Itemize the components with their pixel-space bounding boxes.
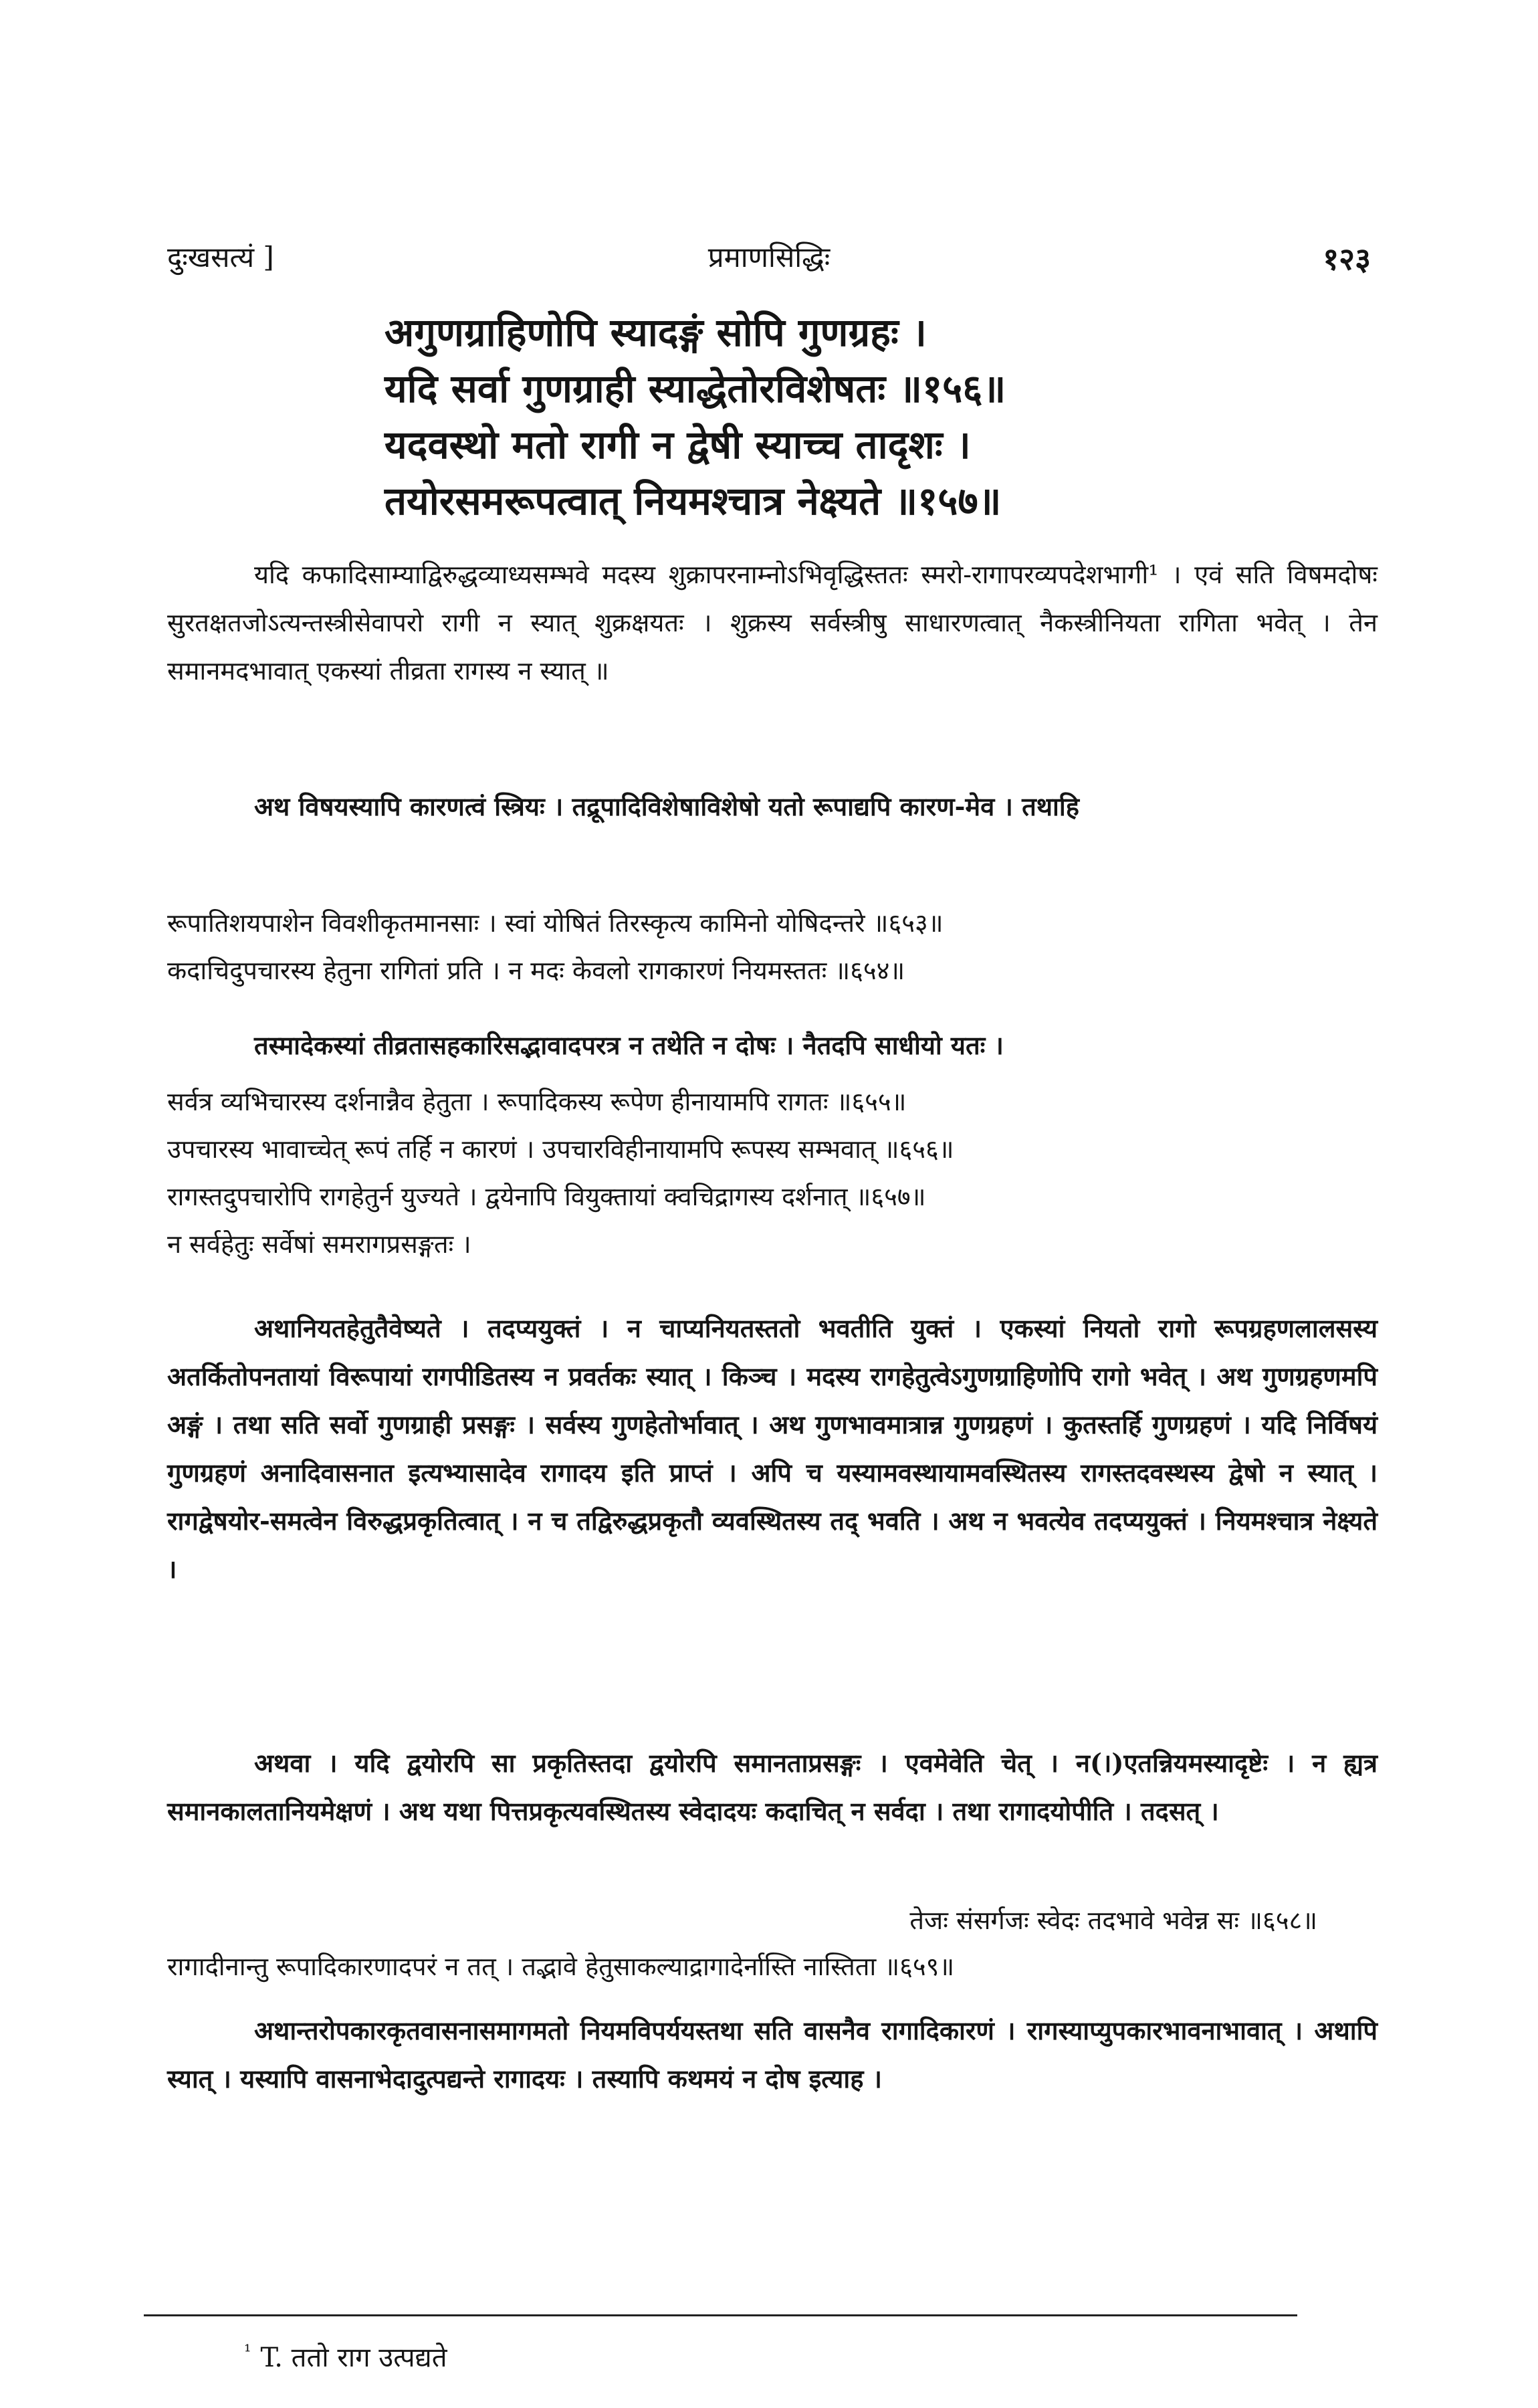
verse-658: तेजः संसर्गजः स्वेदः तदभावे भवेन्न सः ॥६५८॥	[909, 1906, 1317, 1935]
verse-line: यदवस्थो मतो रागी न द्वेषी स्याच्च तादृशः ।	[384, 422, 971, 468]
commentary-paragraph: तस्मादेकस्यां तीव्रतासहकारिसद्भावादपरत्र न तथेति न दोषः । नैतदपि साधीयो यतः ।	[254, 1030, 1004, 1060]
commentary-paragraph: यदि कफादिसाम्याद्विरुद्धव्याध्यसम्भवे मदस्य शुक्रापरनाम्नोऽभिवृद्धिस्ततः स्मरो-रागापरव्यपदेशभागी¹ । एवं सति विषमदोषः सुरतक्षतजोऽत्यन्तस्त्रीसेवापरो रागी न स्यात् शुक्रक्षयतः । शुक्रस्य सर्वस्त्रीषु साधारणत्वात् नैकस्त्रीनियता रागिता भवेत् । तेन समानमदभावात् एकस्यां तीव्रता रागस्य न स्यात् ॥	[167, 560, 1378, 686]
verse-line: यदि सर्वा गुणग्राही स्याद्धेतोरविशेषतः ॥१५६॥	[384, 366, 1006, 411]
verse-line: सर्वत्र व्यभिचारस्य दर्शनान्नैव हेतुता । रूपादिकस्य रूपेण हीनायामपि रागतः ॥६५५॥	[167, 1087, 907, 1116]
verse-line: अगुणग्राहिणोपि स्यादङ्गं सोपि गुणग्रहः ।	[384, 310, 927, 355]
footnote	[244, 2338, 447, 2375]
verse-block-653	[167, 900, 1378, 995]
verse-line: रूपातिशयपाशेन विवशीकृतमानसाः । स्वां योषितं तिरस्कृत्य कामिनो योषिदन्तरे ॥६५३॥	[167, 908, 944, 938]
footnote-divider	[144, 2314, 1297, 2316]
verse-line: उपचारस्य भावाच्चेत् रूपं तर्हि न कारणं । उपचारविहीनायामपि रूपस्य सम्भवात् ॥६५६॥	[167, 1134, 954, 1164]
commentary-paragraph: अथानियतहेतुतैवेष्यते । तदप्ययुक्तं । न चाप्यनियतस्ततो भवतीति युक्तं । एकस्यां नियतो रागो रूपग्रहणलालसस्य अतर्कितोपनतायां विरूपायां रागपीडितस्य न प्रवर्तकः स्यात् । किञ्च । मदस्य रागहेतुत्वेऽगुणग्राहिणोपि रागो भवेत् । अथ गुणग्रहणमपि अङ्गं । तथा सति सर्वो गुणग्राही प्रसङ्गः । सर्वस्य गुणहेतोर्भावात् । अथ गुणभावमात्रान्न गुणग्रहणं । कुतस्तर्हि गुणग्रहणं । यदि निर्विषयं गुणग्रहणं अनादिवासनात इत्यभ्यासादेव रागादय इति प्राप्तं । अपि च यस्यामवस्थायामवस्थितस्य रागस्तदवस्थस्य द्वेषो न स्यात् । रागद्वेषयोर-समत्वेन विरुद्धप्रकृतित्वात् । न च तद्विरुद्धप्रकृतौ व्यवस्थितस्य तद् भवति । अथ न भवत्येव तदप्ययुक्तं । नियमश्चात्र नेक्ष्यते ।	[167, 1313, 1378, 1584]
verse-line: न सर्वहेतुः सर्वेषां समरागप्रसङ्गतः ।	[167, 1229, 471, 1259]
verse-line: कदाचिदुपचारस्य हेतुना रागितां प्रति । न मदः केवलो रागकारणं नियमस्ततः ॥६५४॥	[167, 956, 905, 985]
commentary-paragraph: अथान्तरोपकारकृतवासनासमागमतो नियमविपर्ययस्तथा सति वासनैव रागादिकारणं । रागस्याप्युपकारभावनाभावात् । अथापि स्यात् । यस्यापि वासनाभेदादुत्पद्यन्ते रागादयः । तस्यापि कथमयं न दोष इत्याह ।	[167, 2015, 1378, 2094]
page-number: १२३	[1323, 241, 1371, 277]
verse-line: तयोरसमरूपत्वात् नियमश्चात्र नेक्ष्यते ॥१५७॥	[384, 478, 1002, 524]
footnote-marker: ¹	[244, 2341, 251, 2362]
verse-line: रागस्तदुपचारोपि रागहेतुर्न युज्यते । द्वयेनापि वियुक्तायां क्वचिद्रागस्य दर्शनात् ॥६५७॥	[167, 1182, 926, 1211]
commentary-paragraph: अथवा । यदि द्वयोरपि सा प्रकृतिस्तदा द्वयोरपि समानताप्रसङ्गः । एवमेवेति चेत् । न(।)एतन्नियमस्यादृष्टेः । न ह्यत्र समानकालतानियमेक्षणं । अथ यथा पित्तप्रकृत्यवस्थितस्य स्वेदादयः कदाचित् न सर्वदा । तथा रागादयोपीति । तदसत् ।	[167, 1748, 1378, 1826]
book-title: प्रमाणसिद्धिः	[707, 241, 831, 274]
footnote-text: T. ततो राग उत्पद्यते	[260, 2342, 447, 2373]
commentary-paragraph: अथ विषयस्यापि कारणत्वं स्त्रियः । तद्रूपादिविशेषाविशेषो यतो रूपाद्यपि कारण-मेव । तथाहि	[254, 791, 1079, 821]
running-header	[167, 237, 1371, 278]
main-verses	[384, 304, 1294, 529]
verse-line: रागादीनान्तु रूपादिकारणादपरं न तत् । तद्भावे हेतुसाकल्याद्रागादेर्नास्ति नास्तिता ॥६५९॥	[167, 1952, 955, 1981]
section-title: दुःखसत्यं ]	[167, 241, 274, 274]
verse-block-655	[167, 1078, 1378, 1268]
verse-659-block	[167, 1943, 1378, 1991]
